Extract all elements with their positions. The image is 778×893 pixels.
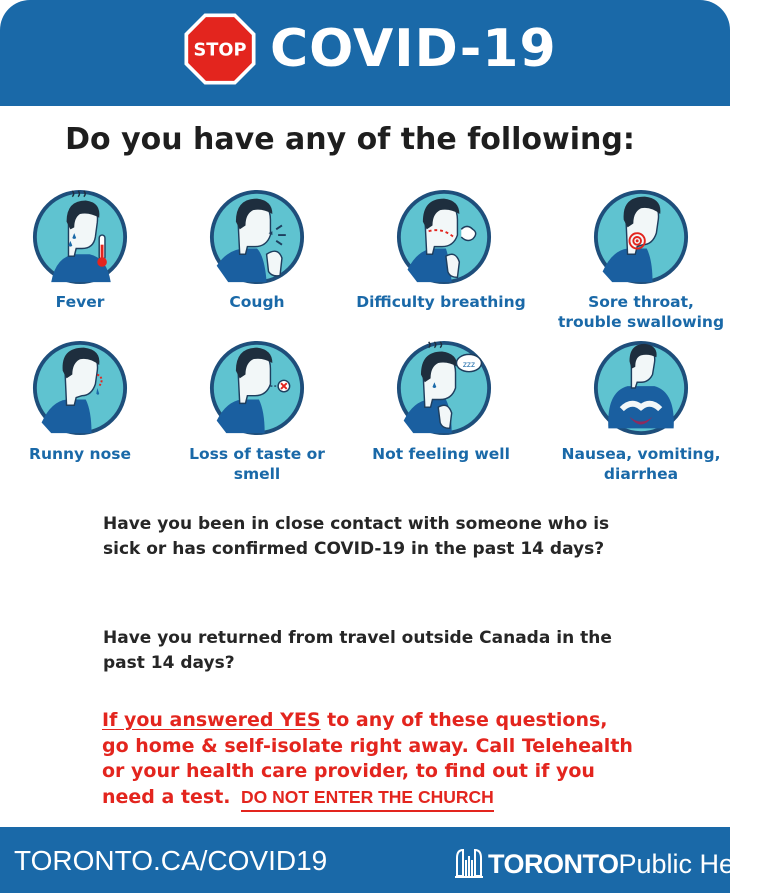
do-not-enter-notice: DO NOT ENTER THE CHURCH bbox=[241, 787, 494, 812]
symptom-label-not-feeling-well: Not feeling well bbox=[372, 445, 510, 463]
question-line: Have you been in close contact with someone who is bbox=[103, 514, 610, 534]
symptom-label-sore-throat bbox=[546, 292, 736, 332]
footer-brand bbox=[488, 846, 778, 882]
travel-question bbox=[103, 626, 663, 676]
symptom-label-line: smell bbox=[233, 465, 281, 483]
city-hall-icon bbox=[455, 848, 483, 878]
symptom-label-line: trouble swallowing bbox=[557, 313, 725, 331]
symptom-label-line: diarrhea bbox=[603, 465, 679, 483]
symptom-label-cough: Cough bbox=[229, 293, 285, 311]
stop-sign-text: STOP bbox=[193, 40, 247, 61]
symptom-label-nausea bbox=[546, 444, 736, 484]
warning-line: need a test. bbox=[102, 785, 231, 808]
contact-question bbox=[103, 512, 663, 562]
brand-rest: Public Health bbox=[618, 849, 778, 879]
warning-line: or your health care provider, to find out if you bbox=[102, 760, 595, 782]
nausea-icon bbox=[593, 340, 689, 436]
footer-url[interactable]: TORONTO.CA/COVID19 bbox=[14, 845, 328, 876]
header-banner bbox=[0, 0, 730, 106]
question-line: sick or has confirmed COVID-19 in the past 14 days? bbox=[103, 539, 605, 559]
cough-icon bbox=[209, 189, 305, 285]
symptom-label-line: Sore throat, bbox=[588, 293, 694, 311]
runny-nose-icon bbox=[32, 340, 128, 436]
symptom-label-loss-of-taste bbox=[162, 444, 352, 484]
warning-line: go home & self-isolate right away. Call Telehealth bbox=[102, 734, 633, 757]
question-line: Have you returned from travel outside Canada in the bbox=[103, 628, 612, 648]
symptom-label-runny-nose: Runny nose bbox=[29, 445, 131, 463]
symptom-label-difficulty-breathing: Difficulty breathing bbox=[356, 293, 526, 311]
difficulty-breathing-icon bbox=[396, 189, 492, 285]
not-feeling-well-icon bbox=[396, 340, 492, 436]
stop-sign-icon bbox=[183, 12, 257, 86]
warning-underlined: If you answered YES bbox=[102, 709, 321, 731]
symptom-label-line: Loss of taste or bbox=[189, 445, 325, 463]
footer-banner bbox=[0, 827, 778, 893]
warning-line: to any of these questions, bbox=[320, 709, 608, 731]
symptom-label-fever: Fever bbox=[55, 293, 105, 311]
question-heading: Do you have any of the following: bbox=[65, 122, 635, 157]
question-line: past 14 days? bbox=[103, 653, 235, 673]
page-title: COVID-19 bbox=[270, 19, 557, 79]
svg-text:zzz: zzz bbox=[462, 359, 476, 369]
symptom-label-line: Nausea, vomiting, bbox=[561, 445, 721, 463]
sore-throat-icon bbox=[593, 189, 689, 285]
fever-icon bbox=[32, 189, 128, 285]
brand-bold: TORONTO bbox=[488, 849, 619, 879]
loss-of-taste-icon bbox=[209, 340, 305, 436]
